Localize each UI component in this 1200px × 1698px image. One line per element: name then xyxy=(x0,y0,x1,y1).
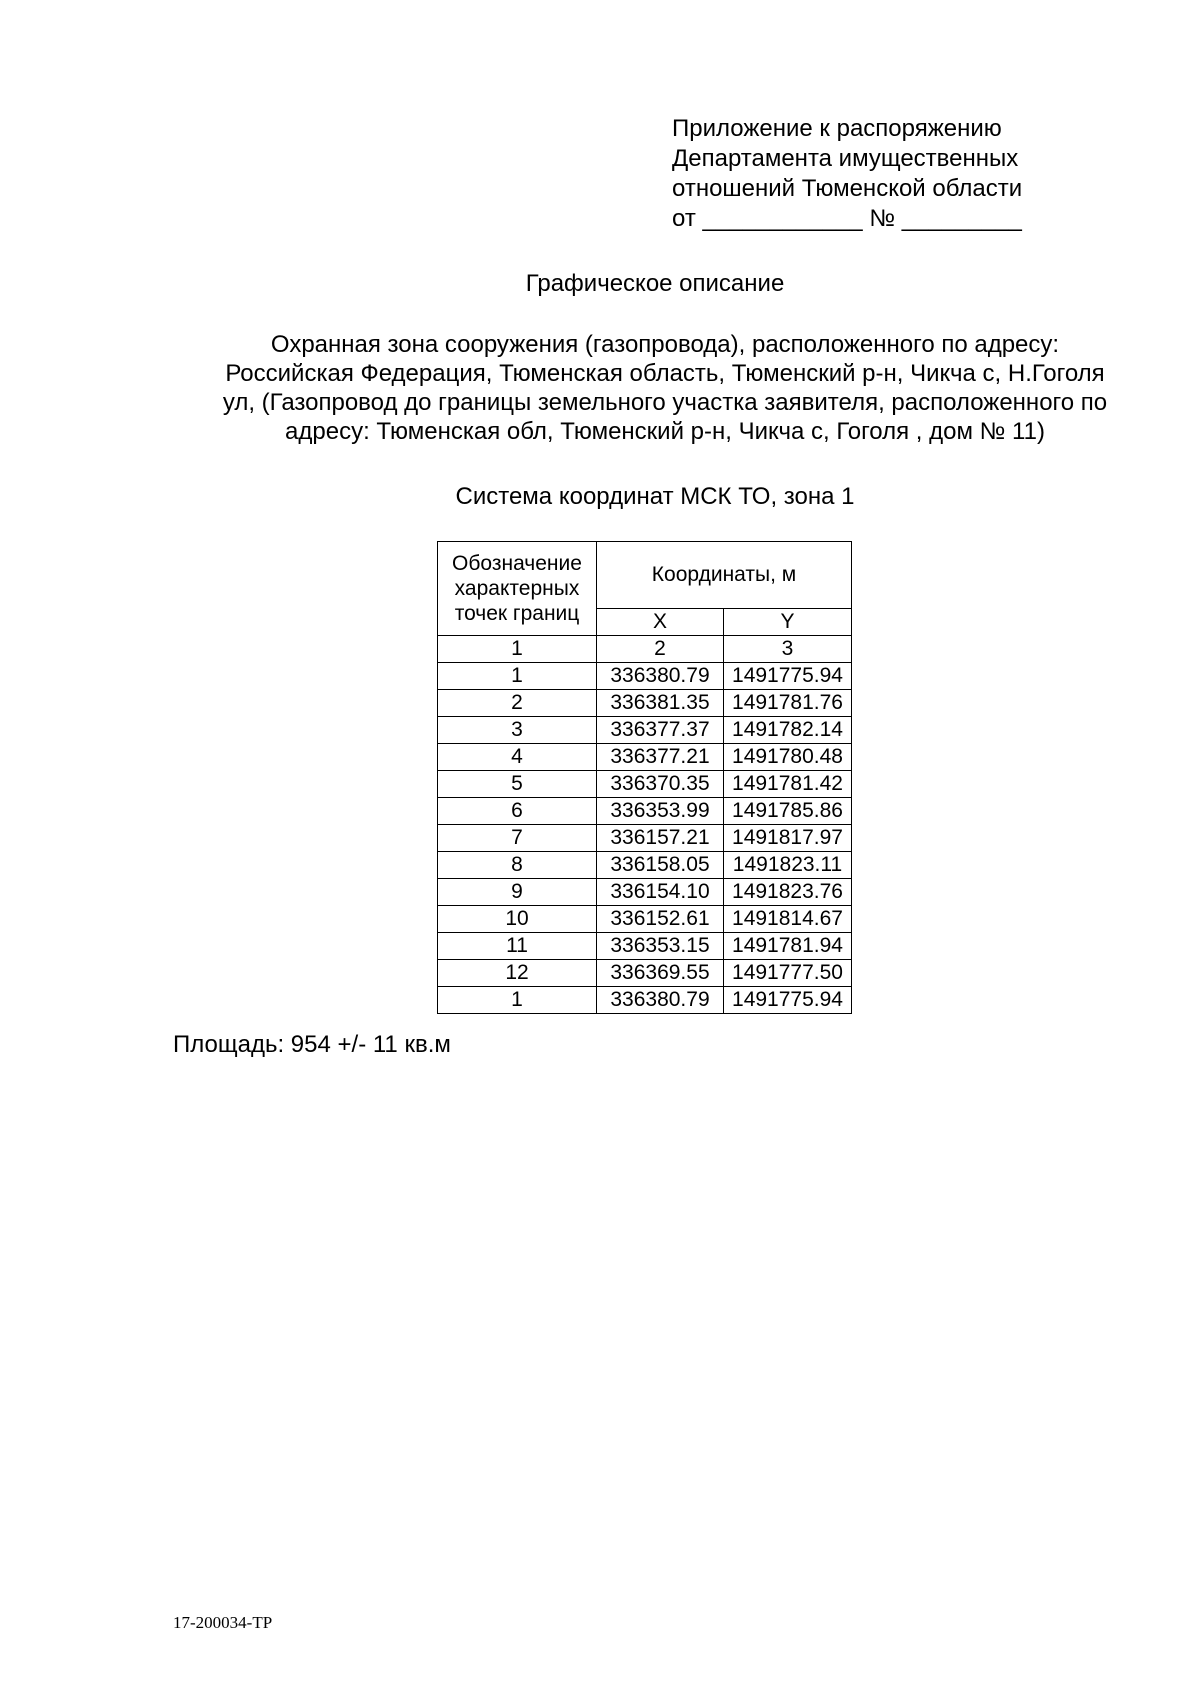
x-cell: 336377.37 xyxy=(597,717,724,744)
point-cell: 12 xyxy=(438,960,597,987)
point-cell: 1 xyxy=(438,663,597,690)
table-row xyxy=(438,663,852,690)
point-cell: 3 xyxy=(438,717,597,744)
description-line: Охранная зона сооружения (газопровода), расположенного по адресу: xyxy=(270,331,1060,358)
column-number-row xyxy=(438,636,852,663)
header-coordinates: Координаты, м xyxy=(597,542,852,609)
header-y: Y xyxy=(724,609,852,636)
y-cell: 1491781.76 xyxy=(724,690,852,717)
x-cell: 336353.99 xyxy=(597,798,724,825)
point-cell: 7 xyxy=(438,825,597,852)
x-cell: 336154.10 xyxy=(597,879,724,906)
point-cell: 2 xyxy=(438,690,597,717)
table-row xyxy=(438,717,852,744)
document-code: 17-200034-ТР xyxy=(173,1613,273,1632)
table-row xyxy=(438,798,852,825)
point-cell: 5 xyxy=(438,771,597,798)
point-cell: 10 xyxy=(438,906,597,933)
table-row xyxy=(438,852,852,879)
column-number: 2 xyxy=(597,636,724,663)
table-header-row xyxy=(438,542,852,609)
description-line: ул, (Газопровод до границы земельного участка заявителя, расположенного по xyxy=(222,389,1108,416)
table-row xyxy=(438,771,852,798)
y-cell: 1491823.76 xyxy=(724,879,852,906)
point-cell: 11 xyxy=(438,933,597,960)
x-cell: 336152.61 xyxy=(597,906,724,933)
coordinates-table xyxy=(437,541,852,1014)
area-value: Площадь: 954 +/- 11 кв.м xyxy=(173,1031,451,1058)
point-cell: 4 xyxy=(438,744,597,771)
y-cell: 1491817.97 xyxy=(724,825,852,852)
x-cell: 336369.55 xyxy=(597,960,724,987)
annex-date-number-line: от ____________ № _________ xyxy=(672,205,1022,232)
annex-line: отношений Тюменской области xyxy=(672,175,1023,202)
description-line: адресу: Тюменская обл, Тюменский р-н, Чикча с, Гоголя , дом № 11) xyxy=(285,418,1045,445)
table-row xyxy=(438,933,852,960)
object-description xyxy=(170,330,1160,446)
x-cell: 336353.15 xyxy=(597,933,724,960)
coordinate-system-title: Система координат МСК ТО, зона 1 xyxy=(455,483,855,510)
table-row xyxy=(438,690,852,717)
y-cell: 1491781.94 xyxy=(724,933,852,960)
document-title: Графическое описание xyxy=(525,270,785,297)
table-row xyxy=(438,825,852,852)
x-cell: 336380.79 xyxy=(597,987,724,1014)
point-cell: 9 xyxy=(438,879,597,906)
y-cell: 1491775.94 xyxy=(724,987,852,1014)
column-number: 3 xyxy=(724,636,852,663)
point-cell: 6 xyxy=(438,798,597,825)
annex-line: Департамента имущественных xyxy=(672,145,1019,172)
y-cell: 1491777.50 xyxy=(724,960,852,987)
y-cell: 1491785.86 xyxy=(724,798,852,825)
y-cell: 1491814.67 xyxy=(724,906,852,933)
y-cell: 1491781.42 xyxy=(724,771,852,798)
x-cell: 336377.21 xyxy=(597,744,724,771)
header-points-line: характерных xyxy=(454,577,580,600)
x-cell: 336380.79 xyxy=(597,663,724,690)
table-row xyxy=(438,744,852,771)
table-row xyxy=(438,960,852,987)
column-number: 1 xyxy=(438,636,597,663)
annex-line: Приложение к распоряжению xyxy=(672,115,1002,142)
y-cell: 1491780.48 xyxy=(724,744,852,771)
x-cell: 336381.35 xyxy=(597,690,724,717)
coordinates-table-body xyxy=(438,542,852,1014)
x-cell: 336158.05 xyxy=(597,852,724,879)
table-row xyxy=(438,906,852,933)
point-cell: 1 xyxy=(438,987,597,1014)
table-row xyxy=(438,879,852,906)
y-cell: 1491775.94 xyxy=(724,663,852,690)
y-cell: 1491782.14 xyxy=(724,717,852,744)
header-points-line: Обозначение xyxy=(452,552,582,575)
header-points xyxy=(438,542,597,636)
description-line: Российская Федерация, Тюменская область, Тюменский р-н, Чикча с, Н.Гоголя xyxy=(225,360,1105,387)
x-cell: 336370.35 xyxy=(597,771,724,798)
annex-block xyxy=(672,114,1022,234)
point-cell: 8 xyxy=(438,852,597,879)
header-x: X xyxy=(597,609,724,636)
x-cell: 336157.21 xyxy=(597,825,724,852)
y-cell: 1491823.11 xyxy=(724,852,852,879)
table-row xyxy=(438,987,852,1014)
header-points-line: точек границ xyxy=(454,602,580,625)
